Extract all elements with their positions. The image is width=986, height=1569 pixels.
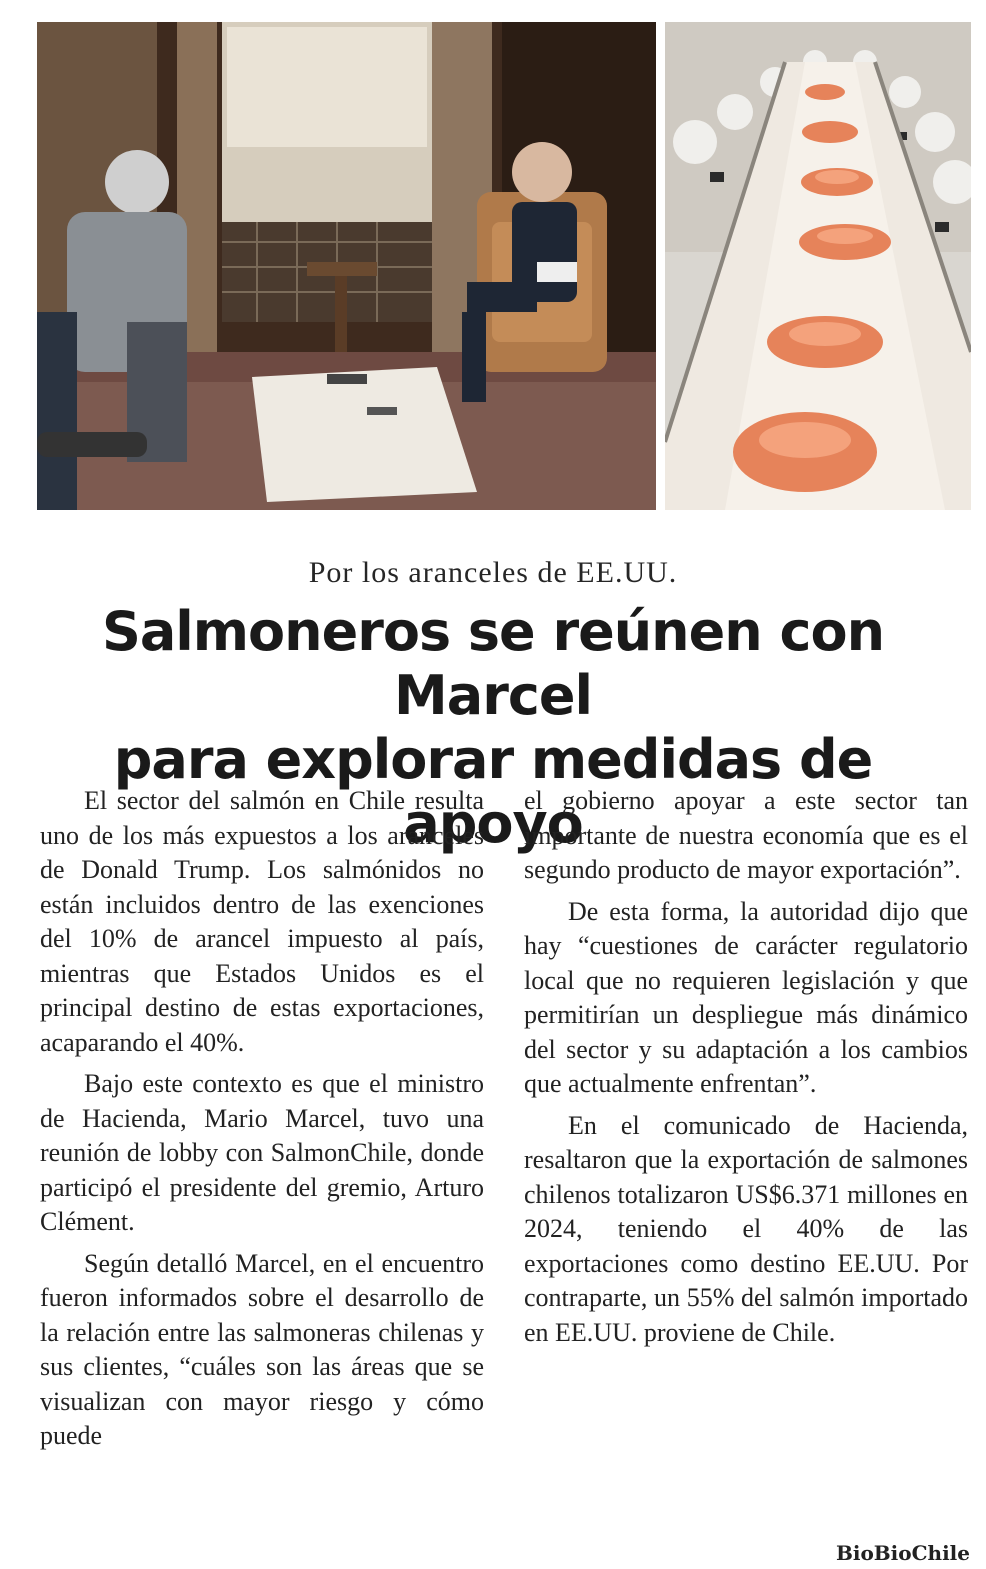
body-paragraph: Bajo este contexto es que el ministro de Hacienda, Mario Marcel, tuvo una reunión de lobby con SalmonChile, donde participó el presidente del gremio, Arturo Clément.	[40, 1069, 484, 1236]
body-paragraph: En el comunicado de Hacienda, resaltaron que la exportación de salmones chilenos totalizaron US$6.371 millones en 2024, teniendo el 40% de las exportaciones como destino EE.UU. Por contraparte, un 55% del salmón importado en EE.UU. proviene de Chile.	[524, 1110, 968, 1347]
body-paragraph: De esta forma, la autoridad dijo que hay “cuestiones de carácter regulatorio local que no requieren legislación y que permitirían un despliegue más dinámico del sector y su adaptación a los cambios que actualmente enfrentan”.	[524, 896, 968, 1098]
meeting-photo	[37, 22, 656, 510]
headline-line-2: para explorar medidas de apoyo	[113, 728, 873, 855]
source-credit: BioBioChile	[835, 1541, 970, 1565]
body-paragraph: Según detalló Marcel, en el encuentro fueron informados sobre el desarrollo de la relación entre las salmoneras chilenas y sus clientes, “cuáles son las áreas que se visualizan con mayor riesgo y cómo puede	[40, 1248, 484, 1450]
headline-line-1: Salmoneros se reúnen con Marcel	[101, 600, 885, 727]
article-column-right	[524, 784, 968, 1350]
article-column-left	[40, 784, 484, 1454]
article-kicker: Por los aranceles de EE.UU.	[308, 556, 678, 589]
body-paragraph: El sector del salmón en Chile resulta uno de los más expuestos a los aranceles de Donald Trump. Los salmónidos no están incluidos dentro de las exenciones del 10% de arancel impuesto al país, mientras que Estados Unidos es el principal destino de estas exportaciones, acaparando el 40%.	[40, 786, 484, 1057]
salmon-processing-photo	[665, 22, 971, 510]
body-paragraph: el gobierno apoyar a este sector tan importante de nuestra economía que es el segundo producto de mayor exportación”.	[524, 786, 968, 884]
